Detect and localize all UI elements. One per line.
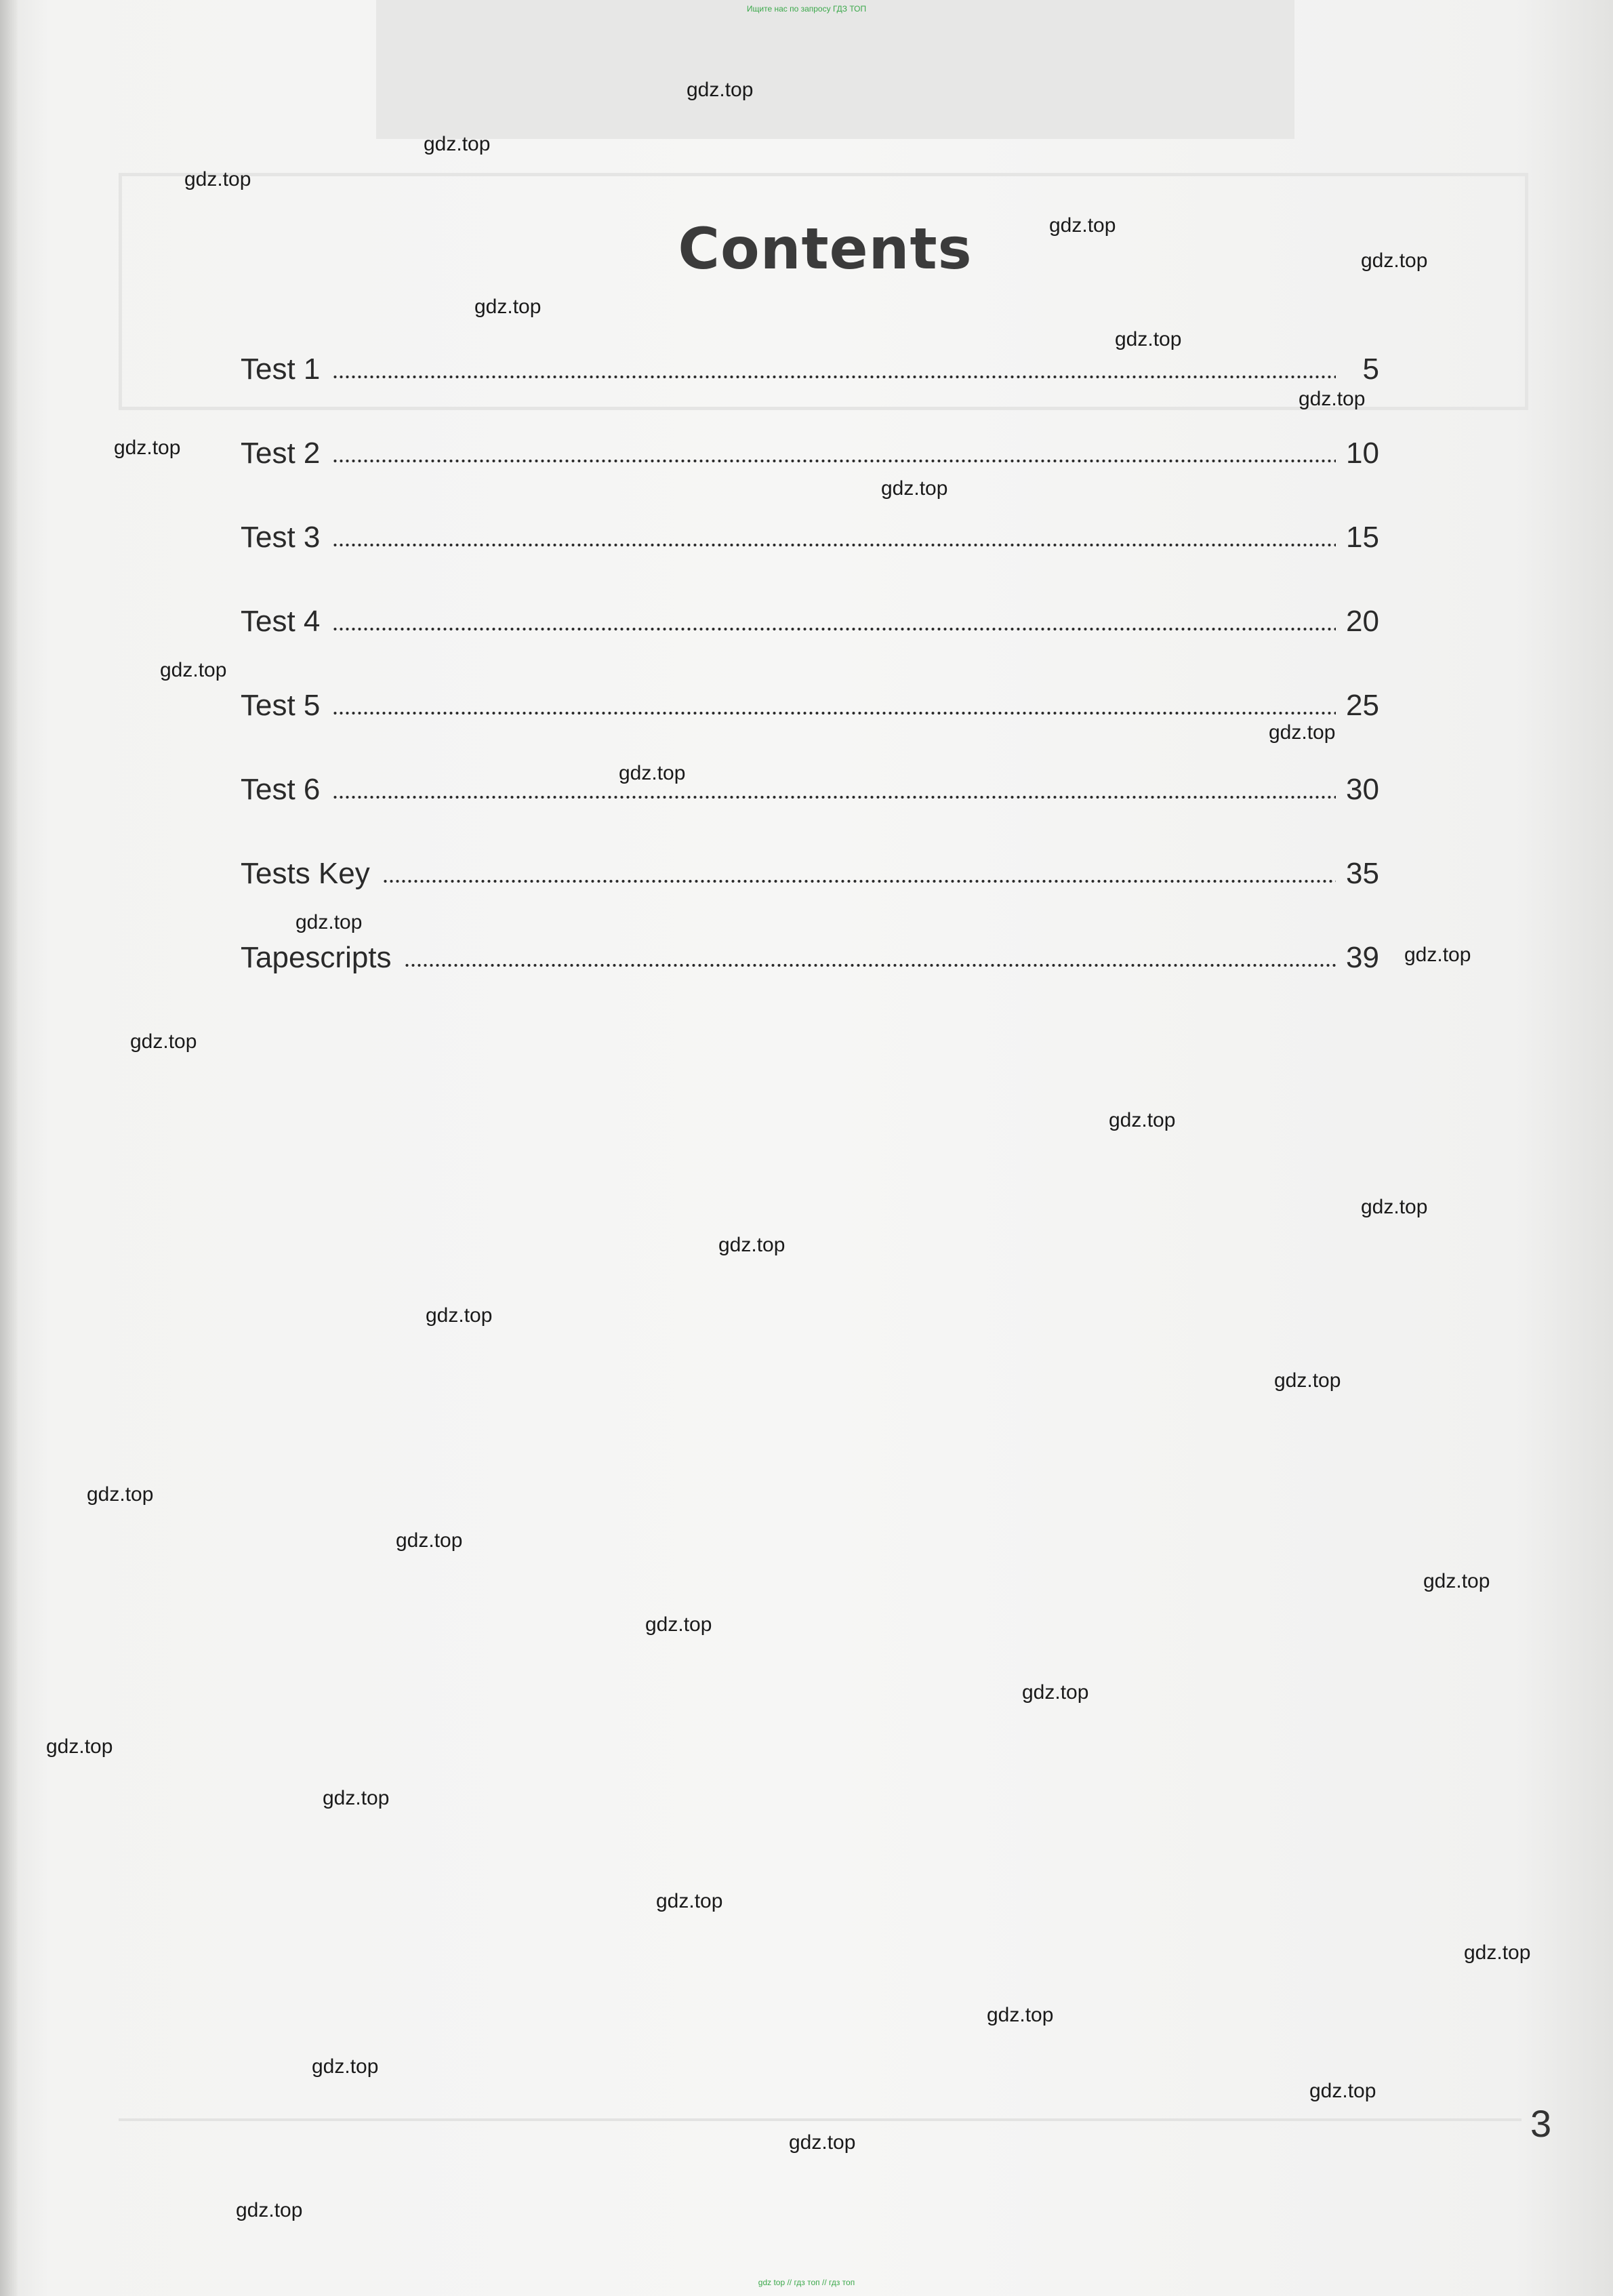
top-banner[interactable]: Ищите нас по запросу ГДЗ ТОП: [746, 4, 867, 14]
toc-row-test-6: [241, 759, 1379, 807]
toc-page-number: 35: [1346, 857, 1379, 890]
watermark-text: gdz.top: [236, 2199, 303, 2221]
toc-leader-dots: [332, 626, 1336, 632]
toc-page-number: 25: [1346, 689, 1379, 722]
toc-row-test-3: [241, 507, 1379, 555]
toc-label: Test 5: [241, 689, 321, 722]
toc-label: Test 2: [241, 437, 321, 470]
watermark-text: gdz.top: [87, 1483, 154, 1506]
watermark-text: gdz.top: [426, 1304, 493, 1327]
toc-leader-dots: [332, 710, 1336, 716]
toc-leader-dots: [404, 963, 1336, 968]
toc-page-number: 5: [1362, 353, 1379, 386]
toc-label: Test 4: [241, 605, 321, 638]
page-title: Contents: [678, 216, 973, 282]
watermark-text: gdz.top: [619, 762, 686, 784]
watermark-text: gdz.top: [295, 911, 363, 933]
watermark-text: gdz.top: [184, 168, 251, 190]
watermark-text: gdz.top: [46, 1735, 113, 1758]
watermark-text: gdz.top: [114, 437, 181, 459]
bleed-through-footer-rule: [119, 2118, 1522, 2121]
watermark-text: gdz.top: [687, 79, 754, 101]
watermark-text: gdz.top: [424, 133, 491, 155]
watermark-text: gdz.top: [987, 2004, 1054, 2026]
toc-label: Test 3: [241, 521, 321, 554]
toc-page-number: 39: [1346, 941, 1379, 974]
watermark-text: gdz.top: [323, 1787, 390, 1809]
watermark-text: gdz.top: [1109, 1109, 1176, 1131]
watermark-text: gdz.top: [1269, 721, 1336, 744]
toc-label: Tests Key: [241, 857, 370, 890]
watermark-text: gdz.top: [1115, 328, 1182, 350]
toc-leader-dots: [332, 374, 1336, 380]
toc-row-tests-key: [241, 843, 1379, 891]
watermark-text: gdz.top: [1299, 388, 1366, 410]
watermark-text: gdz.top: [474, 296, 542, 318]
watermark-text: gdz.top: [312, 2055, 379, 2078]
watermark-text: gdz.top: [160, 659, 227, 681]
watermark-text: gdz.top: [789, 2131, 856, 2154]
toc-page-number: 20: [1346, 605, 1379, 638]
toc-leader-dots: [332, 458, 1336, 464]
bottom-banner[interactable]: gdz top // гдз топ // гдз топ: [758, 2278, 855, 2287]
toc-page-number: 10: [1346, 437, 1379, 470]
watermark-text: gdz.top: [1361, 1196, 1428, 1218]
watermark-text: gdz.top: [1309, 2080, 1376, 2102]
toc-row-test-1: [241, 339, 1379, 386]
toc-row-test-5: [241, 675, 1379, 723]
watermark-text: gdz.top: [656, 1890, 723, 1912]
toc-page-number: 15: [1346, 521, 1379, 554]
page-binding-edge: [0, 0, 18, 2296]
watermark-text: gdz.top: [1361, 249, 1428, 272]
page-number: 3: [1530, 2102, 1552, 2145]
watermark-text: gdz.top: [1049, 214, 1116, 237]
toc-page-number: 30: [1346, 773, 1379, 806]
watermark-text: gdz.top: [130, 1030, 197, 1053]
watermark-text: gdz.top: [718, 1234, 785, 1256]
watermark-text: gdz.top: [645, 1613, 712, 1636]
toc-row-test-4: [241, 591, 1379, 639]
watermark-text: gdz.top: [1423, 1570, 1490, 1592]
toc-label: Tapescripts: [241, 941, 392, 974]
watermark-text: gdz.top: [1274, 1369, 1341, 1392]
toc-row-tapescripts: [241, 927, 1379, 975]
toc-label: Test 6: [241, 773, 321, 806]
toc-label: Test 1: [241, 353, 321, 386]
watermark-text: gdz.top: [881, 477, 948, 500]
toc-leader-dots: [332, 794, 1336, 800]
toc-leader-dots: [382, 879, 1336, 884]
toc-leader-dots: [332, 542, 1336, 548]
watermark-text: gdz.top: [396, 1529, 463, 1552]
bleed-through-header: [376, 0, 1294, 139]
watermark-text: gdz.top: [1464, 1941, 1531, 1964]
toc-row-test-2: [241, 423, 1379, 470]
watermark-text: gdz.top: [1404, 944, 1471, 966]
watermark-text: gdz.top: [1022, 1681, 1089, 1704]
